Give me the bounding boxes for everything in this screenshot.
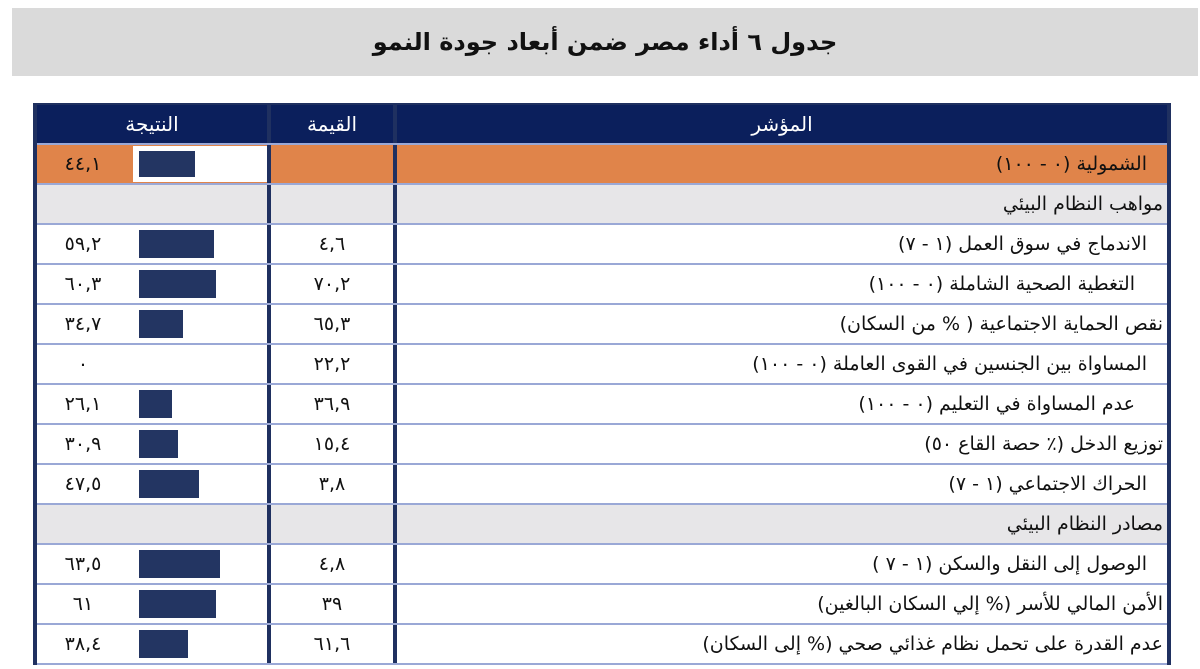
indicator-value: ٤,٦ (318, 233, 346, 255)
section-row (37, 185, 1167, 225)
indicator-cell (397, 305, 1167, 343)
result-cell (37, 505, 267, 543)
indicator-cell (397, 465, 1167, 503)
indicator-cell (397, 545, 1167, 583)
indicator-cell (397, 265, 1167, 303)
value-cell (271, 225, 393, 263)
value-cell (271, 505, 393, 543)
bar-track (133, 265, 267, 303)
indicator-label: الاندماج في سوق العمل (١ - ٧) (898, 233, 1147, 255)
result-value: ٦٠,٣ (64, 273, 102, 295)
indicator-value: ٢٢,٢ (313, 353, 351, 375)
indicator-label: توزيع الدخل (٪ حصة القاع ٥٠) (924, 433, 1163, 455)
result-cell (37, 265, 267, 303)
indicator-cell (397, 625, 1167, 663)
indicator-cell (397, 505, 1167, 543)
table-row (37, 625, 1167, 665)
bar-track (133, 146, 267, 182)
table-row (37, 585, 1167, 625)
result-value: ٤٤,١ (64, 153, 102, 175)
header-result (37, 105, 267, 143)
table-row (37, 545, 1167, 585)
indicator-value: ٣٩ (321, 593, 343, 615)
result-value: ٦٣,٥ (64, 553, 102, 575)
header-indicator-label: المؤشر (751, 112, 813, 136)
result-cell (37, 225, 267, 263)
result-bar (139, 230, 214, 258)
value-cell (271, 625, 393, 663)
table-row (37, 465, 1167, 505)
indicator-value: ٣٦,٩ (313, 393, 351, 415)
header-value (271, 105, 393, 143)
value-cell (271, 425, 393, 463)
result-cell (37, 425, 267, 463)
bar-track (133, 425, 267, 463)
indicator-cell (397, 585, 1167, 623)
indicator-cell (397, 345, 1167, 383)
value-cell (271, 185, 393, 223)
indicator-cell (397, 145, 1167, 183)
result-bar (139, 630, 188, 658)
indicator-label: التغطية الصحية الشاملة (٠ - ١٠٠) (868, 273, 1135, 295)
indicator-value: ٣,٨ (318, 473, 346, 495)
value-cell (271, 585, 393, 623)
value-cell (271, 345, 393, 383)
indicator-value: ٧٠,٢ (313, 273, 351, 295)
growth-quality-table (33, 103, 1171, 665)
value-cell (271, 265, 393, 303)
result-cell (37, 345, 267, 383)
result-value (37, 185, 129, 223)
result-cell (37, 145, 267, 183)
result-bar (139, 590, 216, 618)
indicator-cell (397, 185, 1167, 223)
bar-track (133, 345, 267, 383)
indicator-label: المساواة بين الجنسين في القوى العاملة (٠ - ١٠٠) (752, 353, 1147, 375)
indicator-value: ٦٥,٣ (313, 313, 351, 335)
result-cell (37, 185, 267, 223)
header-result-label: النتيجة (125, 112, 179, 136)
bar-track (133, 625, 267, 663)
bar-track (133, 545, 267, 583)
section-row (37, 505, 1167, 545)
result-cell (37, 585, 267, 623)
table-row (37, 305, 1167, 345)
result-value: ٠ (77, 353, 89, 375)
header-indicator (397, 105, 1167, 143)
table-row (37, 265, 1167, 305)
table-title-bar (12, 8, 1198, 76)
indicator-label: نقص الحماية الاجتماعية ( % من السكان) (839, 313, 1163, 335)
section-label: مواهب النظام البيئي (1002, 193, 1163, 215)
result-value: ٣٤,٧ (64, 313, 102, 335)
result-bar (139, 430, 178, 458)
header-value-label: القيمة (306, 112, 358, 136)
value-cell (271, 305, 393, 343)
value-cell (271, 545, 393, 583)
result-value: ٢٦,١ (64, 393, 102, 415)
table-row (37, 425, 1167, 465)
bar-track (133, 585, 267, 623)
result-cell (37, 385, 267, 423)
result-cell (37, 545, 267, 583)
result-value: ٤٧,٥ (64, 473, 102, 495)
result-bar (139, 310, 183, 338)
bar-track (133, 385, 267, 423)
result-value: ٥٩,٢ (64, 233, 102, 255)
summary-row (37, 145, 1167, 185)
table-header-row (37, 105, 1167, 145)
indicator-label: الأمن المالي للأسر (% إلي السكان البالغين) (817, 593, 1163, 615)
table-row (37, 385, 1167, 425)
section-label: مصادر النظام البيئي (1006, 513, 1163, 535)
value-cell (271, 465, 393, 503)
indicator-label: الشمولية (٠ - ١٠٠) (995, 153, 1147, 175)
result-value: ٣٨,٤ (64, 633, 102, 655)
indicator-value: ١٥,٤ (313, 433, 351, 455)
bar-track (133, 225, 267, 263)
result-value: ٣٠,٩ (64, 433, 102, 455)
table-row (37, 225, 1167, 265)
result-value: ٦١ (72, 593, 94, 615)
indicator-cell (397, 225, 1167, 263)
result-cell (37, 625, 267, 663)
result-cell (37, 305, 267, 343)
result-bar (139, 270, 216, 298)
value-cell (271, 385, 393, 423)
indicator-value: ٦١,٦ (313, 633, 351, 655)
indicator-label: الوصول إلى النقل والسكن (١ - ٧ ) (872, 553, 1147, 575)
result-bar (139, 390, 172, 418)
indicator-cell (397, 385, 1167, 423)
result-cell (37, 465, 267, 503)
result-bar (139, 470, 199, 498)
table-title: جدول ٦ أداء مصر ضمن أبعاد جودة النمو (372, 28, 838, 56)
indicator-label: عدم المساواة في التعليم (٠ - ١٠٠) (858, 393, 1135, 415)
table-row (37, 345, 1167, 385)
indicator-cell (397, 425, 1167, 463)
value-cell (271, 145, 393, 183)
indicator-value: ٤,٨ (318, 553, 346, 575)
bar-track (133, 465, 267, 503)
indicator-label: عدم القدرة على تحمل نظام غذائي صحي (% إلى السكان) (702, 633, 1163, 655)
indicator-label: الحراك الاجتماعي (١ - ٧) (948, 473, 1147, 495)
result-bar (139, 550, 220, 578)
result-value (37, 505, 129, 543)
bar-track (133, 305, 267, 343)
result-bar (139, 151, 195, 177)
